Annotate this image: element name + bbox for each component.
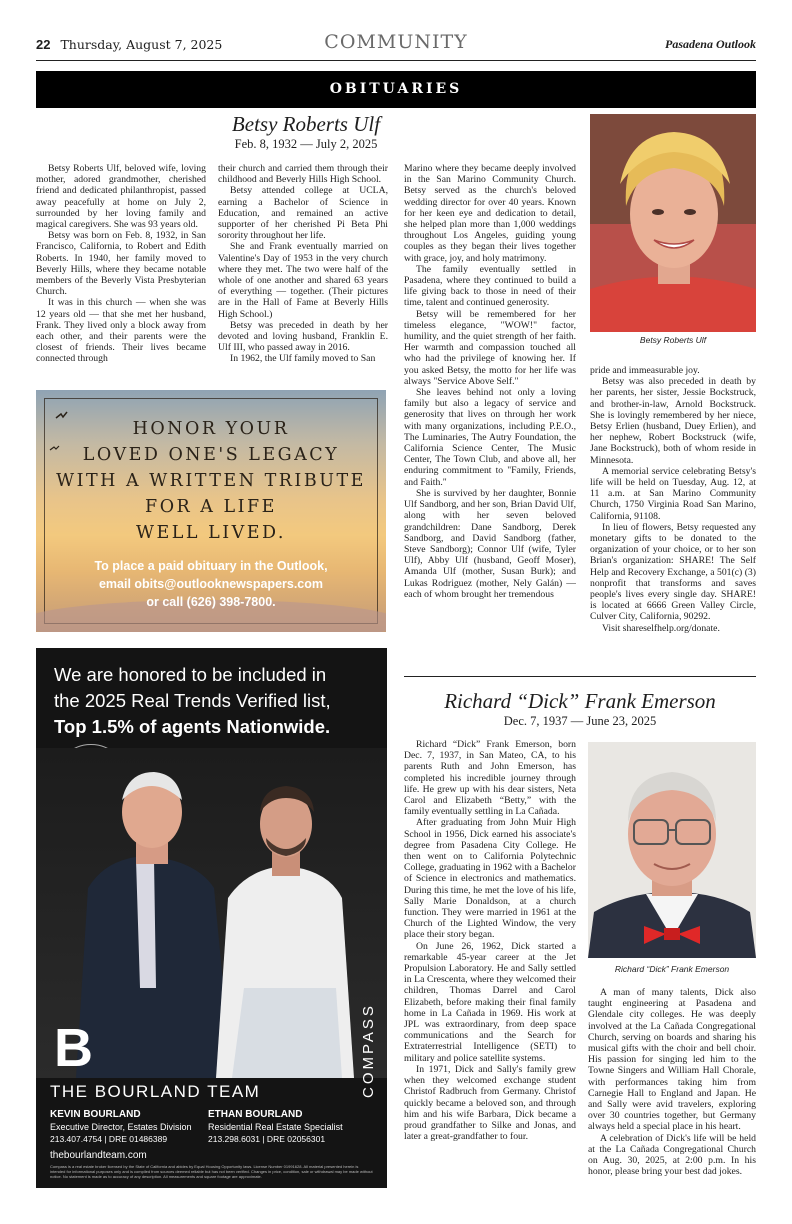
paragraph: Richard “Dick” Frank Emerson, born Dec. 7, 1937, in San Mateo, CA, to his parents Ruth and John Emerson, has completed his incredible journey through life. He grew up with his dear sisters, Neta Carol and Elizabeth “Betty,” with the family eventually settling in La Cañada. bbox=[404, 739, 576, 818]
tribute-phone: or call (626) 398-7800. bbox=[146, 595, 276, 609]
richard-portrait-illustration bbox=[588, 742, 756, 958]
publication-name: Pasadena Outlook bbox=[664, 37, 756, 51]
agent1-title: Executive Director, Estates Division bbox=[50, 1122, 192, 1132]
ad-headline bbox=[54, 662, 331, 740]
paragraph: She and Frank eventually married on Valentine's Day of 1953 in the very church where they met. The two were half of the whole of one another and shared 63 years of everything — together. (Their pictures are in the Hall of Fame at Beverly Hills High School.) bbox=[218, 241, 388, 320]
tribute-line: HONOR YOUR bbox=[132, 419, 290, 439]
header-rule bbox=[36, 60, 756, 61]
obit2-dates: Dec. 7, 1937 — June 23, 2025 bbox=[503, 714, 657, 728]
obit1-column-3 bbox=[404, 163, 576, 600]
obituaries-banner: OBITUARIES bbox=[36, 71, 756, 108]
obit2-rule bbox=[404, 676, 756, 677]
paragraph: Visit shareselfhelp.org/donate. bbox=[602, 622, 720, 634]
team-name: THE BOURLAND TEAM bbox=[50, 1082, 261, 1101]
tribute-info: To place a paid obituary in the Outlook, bbox=[94, 559, 328, 573]
page-number: 22 bbox=[36, 37, 51, 52]
obit2-name: Richard “Dick” Frank Emerson bbox=[444, 689, 716, 713]
paragraph: She leaves behind not only a loving family but also a legacy of service and generosity that lives on through her work with many organizations, including P.E.O., The Luminaries, The Autry Foundation, the California Science Center, The Music Center, The Town Club, and above all, her enduring commitment to "Family, Friends, and Faith." bbox=[404, 387, 576, 488]
tribute-email: email obits@outlooknewspapers.com bbox=[98, 577, 324, 591]
obit1-photo bbox=[590, 114, 756, 332]
obit1-column-1 bbox=[36, 163, 206, 365]
paragraph: Betsy was born on Feb. 8, 1932, in San Francisco, California, to Robert and Edith Roberts. In 1940, her family moved to Beverly Hills, where they became notable members of the Beverly Vista Presbyterian Church. bbox=[36, 230, 206, 298]
betsy-portrait-illustration bbox=[590, 114, 756, 332]
ad-headline-line: the 2025 Real Trends Verified list, bbox=[54, 690, 331, 711]
paragraph: After graduating from John Muir High School in 1956, Dick earned his associate's degree from Pasadena City College. He then went on to California Polytechnic College, graduating in 1962 with a Bachelor of Science in electronics and mathematics. During this time, he met the love of his life, Sally Marie Donaldson, at a church function. They were married in 1961 at the Church of the Lighted Window, the very place their story began. bbox=[404, 817, 576, 941]
paragraph: In lieu of flowers, Betsy requested any monetary gifts to be donated to the organization of your choice, or to her son Brian's organization: SHARE! The Self Help and Recovery Exchange, a 501(c) (3) nonprofit that transforms and saves people's lives every single day. SHARE! is located at 6666 Green Valley Circle, Culver City, California, 90292. bbox=[590, 521, 756, 623]
paragraph: On June 26, 1962, Dick started a remarkable 45-year career at the Jet Propulsion Laboratory. He and Sally settled in La Crescenta, where they welcomed their children, Thomas Darrel and Carol Elizabeth, before making their final family home in La Cañada in 1969. His work at JPL was extraordinary, from deep space communications and the Search for Extraterrestrial Intelligence (SETI) to military and police satellite systems. bbox=[404, 940, 576, 1064]
paragraph: She is survived by her daughter, Bonnie Ulf Sandborg, and her son, Brian David Ulf, along with her seven beloved grandchildren: Dane Sandborg, Derek Sandborg, and David Sandborg (father, Steve Sandborg); Connor Ulf (wife, Tyler Ulf), Abby Ulf (husband, Geoff Moser), Amanda Ulf (mother, Susan Burk); and Lukas Rodriguez (mother, Nely Galán) — each of whom brought her tremendous bbox=[404, 487, 577, 600]
obit2-column-1 bbox=[404, 739, 576, 1142]
obit1-name: Betsy Roberts Ulf bbox=[231, 112, 381, 136]
obit1-column-4 bbox=[590, 365, 756, 634]
tribute-line: FOR A LIFE bbox=[145, 497, 277, 517]
paragraph: Betsy was also preceded in death by her parents, her sister, Jessie Bockstruck, and brother-in-law, Arnold Bockstruck. She is lovingly remembered by her niece, Betsy Erlien (husband, Duey Erlien), and her nephew, Robert Bockstruck (wife, Jane Bockstruck), both of whom reside in Minnesota. bbox=[590, 376, 756, 466]
tribute-line: WELL LIVED. bbox=[136, 523, 286, 543]
obit1-column-2 bbox=[218, 163, 388, 365]
tribute-line: LOVED ONE'S LEGACY bbox=[82, 445, 340, 465]
paragraph: their church and carried them through their childhood and Beverly Hills High School. bbox=[218, 163, 388, 186]
ad-headline-line: Top 1.5% of agents Nationwide. bbox=[54, 716, 331, 737]
section-title: COMMUNITY bbox=[324, 31, 468, 53]
obit2-photo bbox=[588, 742, 756, 958]
agent2-title: Residential Real Estate Specialist bbox=[208, 1122, 343, 1132]
paragraph: The family eventually settled in Pasadena, where they continued to build a life giving back to those in need of their time, talent and continued generosity. bbox=[404, 263, 576, 309]
paragraph: A memorial service celebrating Betsy's life will be held on Tuesday, Aug. 12, at 11 a.m. at San Marino Community Church, 1750 Virginia Road San Marino, California, 91108. bbox=[590, 465, 756, 522]
agent2-name: ETHAN BOURLAND bbox=[208, 1109, 303, 1120]
obit2-photo-caption: Richard “Dick” Frank Emerson bbox=[614, 964, 730, 974]
agent1-name: KEVIN BOURLAND bbox=[50, 1109, 141, 1120]
tribute-line: WITH A WRITTEN TRIBUTE bbox=[56, 471, 366, 491]
compass-brand: COMPASS bbox=[360, 1003, 377, 1098]
real-estate-advertisement bbox=[36, 648, 387, 1188]
ad-disclaimer: Compass is a real estate broker licensed by the State of California and abides by Equal Housing Opportunity laws. License Number 01991628. All material presented herein is intended for informational purposes only and is compiled from sources deemed reliable but has not been verified. Changes in price, condition, sale or withdrawal may be made without notice. No statement is made as to accuracy of any description. All measurements and square footage are approximate. bbox=[50, 1164, 373, 1179]
tribute-advertisement bbox=[36, 390, 386, 632]
paragraph: It was in this church — when she was 12 years old — that she met her husband, Frank. They lived only a block away from each other, and their parents were the closest of friends. Their lives became connected through bbox=[36, 297, 206, 365]
paragraph: Betsy Roberts Ulf, beloved wife, loving mother, adored grandmother, cherished friend and dedicated philanthropist, passed away peacefully at home on July 2, surrounded by her loving family and magical caregivers. She was 93 years old. bbox=[36, 163, 206, 231]
paragraph: In 1971, Dick and Sally's family grew when they welcomed exchange student Christof Radbruch from Germany. Christof quickly became a beloved son, and through him and his wife Barbara, Dick became a proud grandfather to Silke and Jonas, and later a great-grandfather to four. bbox=[404, 1063, 576, 1143]
paragraph: In 1962, the Ulf family moved to San bbox=[230, 353, 376, 365]
paragraph: Marino where they became deeply involved in the San Marino Community Church. Betsy served as the church's beloved wedding director for over 40 years. Known for her keen eye and dedication to detail, she helped plan more than 1,000 weddings throughout Los Angeles, guiding young couples as they began their lives together with grace, joy, and holy matrimony. bbox=[404, 163, 576, 264]
bourland-logo bbox=[54, 1018, 114, 1078]
paragraph: Betsy will be remembered for her timeless elegance, "WOW!" factor, humility, and the quiet strength of her faith. Her warmth and compassion touched all who had the privilege of knowing her. If you asked Betsy, the motto for her life was always "Service Above Self." bbox=[404, 308, 576, 387]
obit2-column-2 bbox=[588, 987, 756, 1177]
obit1-photo-caption: Betsy Roberts Ulf bbox=[639, 335, 707, 345]
paragraph: Betsy attended college at UCLA, earning a Bachelor of Science in Education, and remained an active supporter of her cherished Pi Beta Phi sorority throughout her life. bbox=[218, 185, 388, 242]
team-website: thebourlandteam.com bbox=[50, 1150, 147, 1161]
logo-letter: B bbox=[54, 1018, 93, 1078]
ad-headline-line: We are honored to be included in bbox=[54, 664, 327, 685]
paragraph: A celebration of Dick's life will be held at the La Cañada Congregational Church on Aug. 30, 2025, at 2:00 p.m. In his honor, please bring your best dad jokes. bbox=[588, 1132, 756, 1178]
paragraph: A man of many talents, Dick also taught engineering at Pasadena and Glendale city colleges. He was deeply involved at the La Cañada Congregational Church, serving on boards and sharing his musical gifts with the choir and bell choir. His passion for singing led him to the Towne Singers and William Hall Chorale, with performances taking him from Carnegie Hall to England and Japan. He and Sally were avid travelers, exploring over 30 countries together, but Germany always held a special place in his heart. bbox=[588, 987, 756, 1133]
agent2-contact: 213.298.6031 | DRE 02056301 bbox=[208, 1134, 326, 1144]
issue-date: Thursday, August 7, 2025 bbox=[60, 37, 223, 52]
agent1-contact: 213.407.4754 | DRE 01486389 bbox=[50, 1134, 168, 1144]
obit1-dates: Feb. 8, 1932 — July 2, 2025 bbox=[234, 137, 378, 151]
paragraph: pride and immeasurable joy. bbox=[590, 365, 700, 376]
paragraph: Betsy was preceded in death by her devoted and loving husband, Franklin E. Ulf III, who passed away in 2016. bbox=[218, 319, 388, 354]
